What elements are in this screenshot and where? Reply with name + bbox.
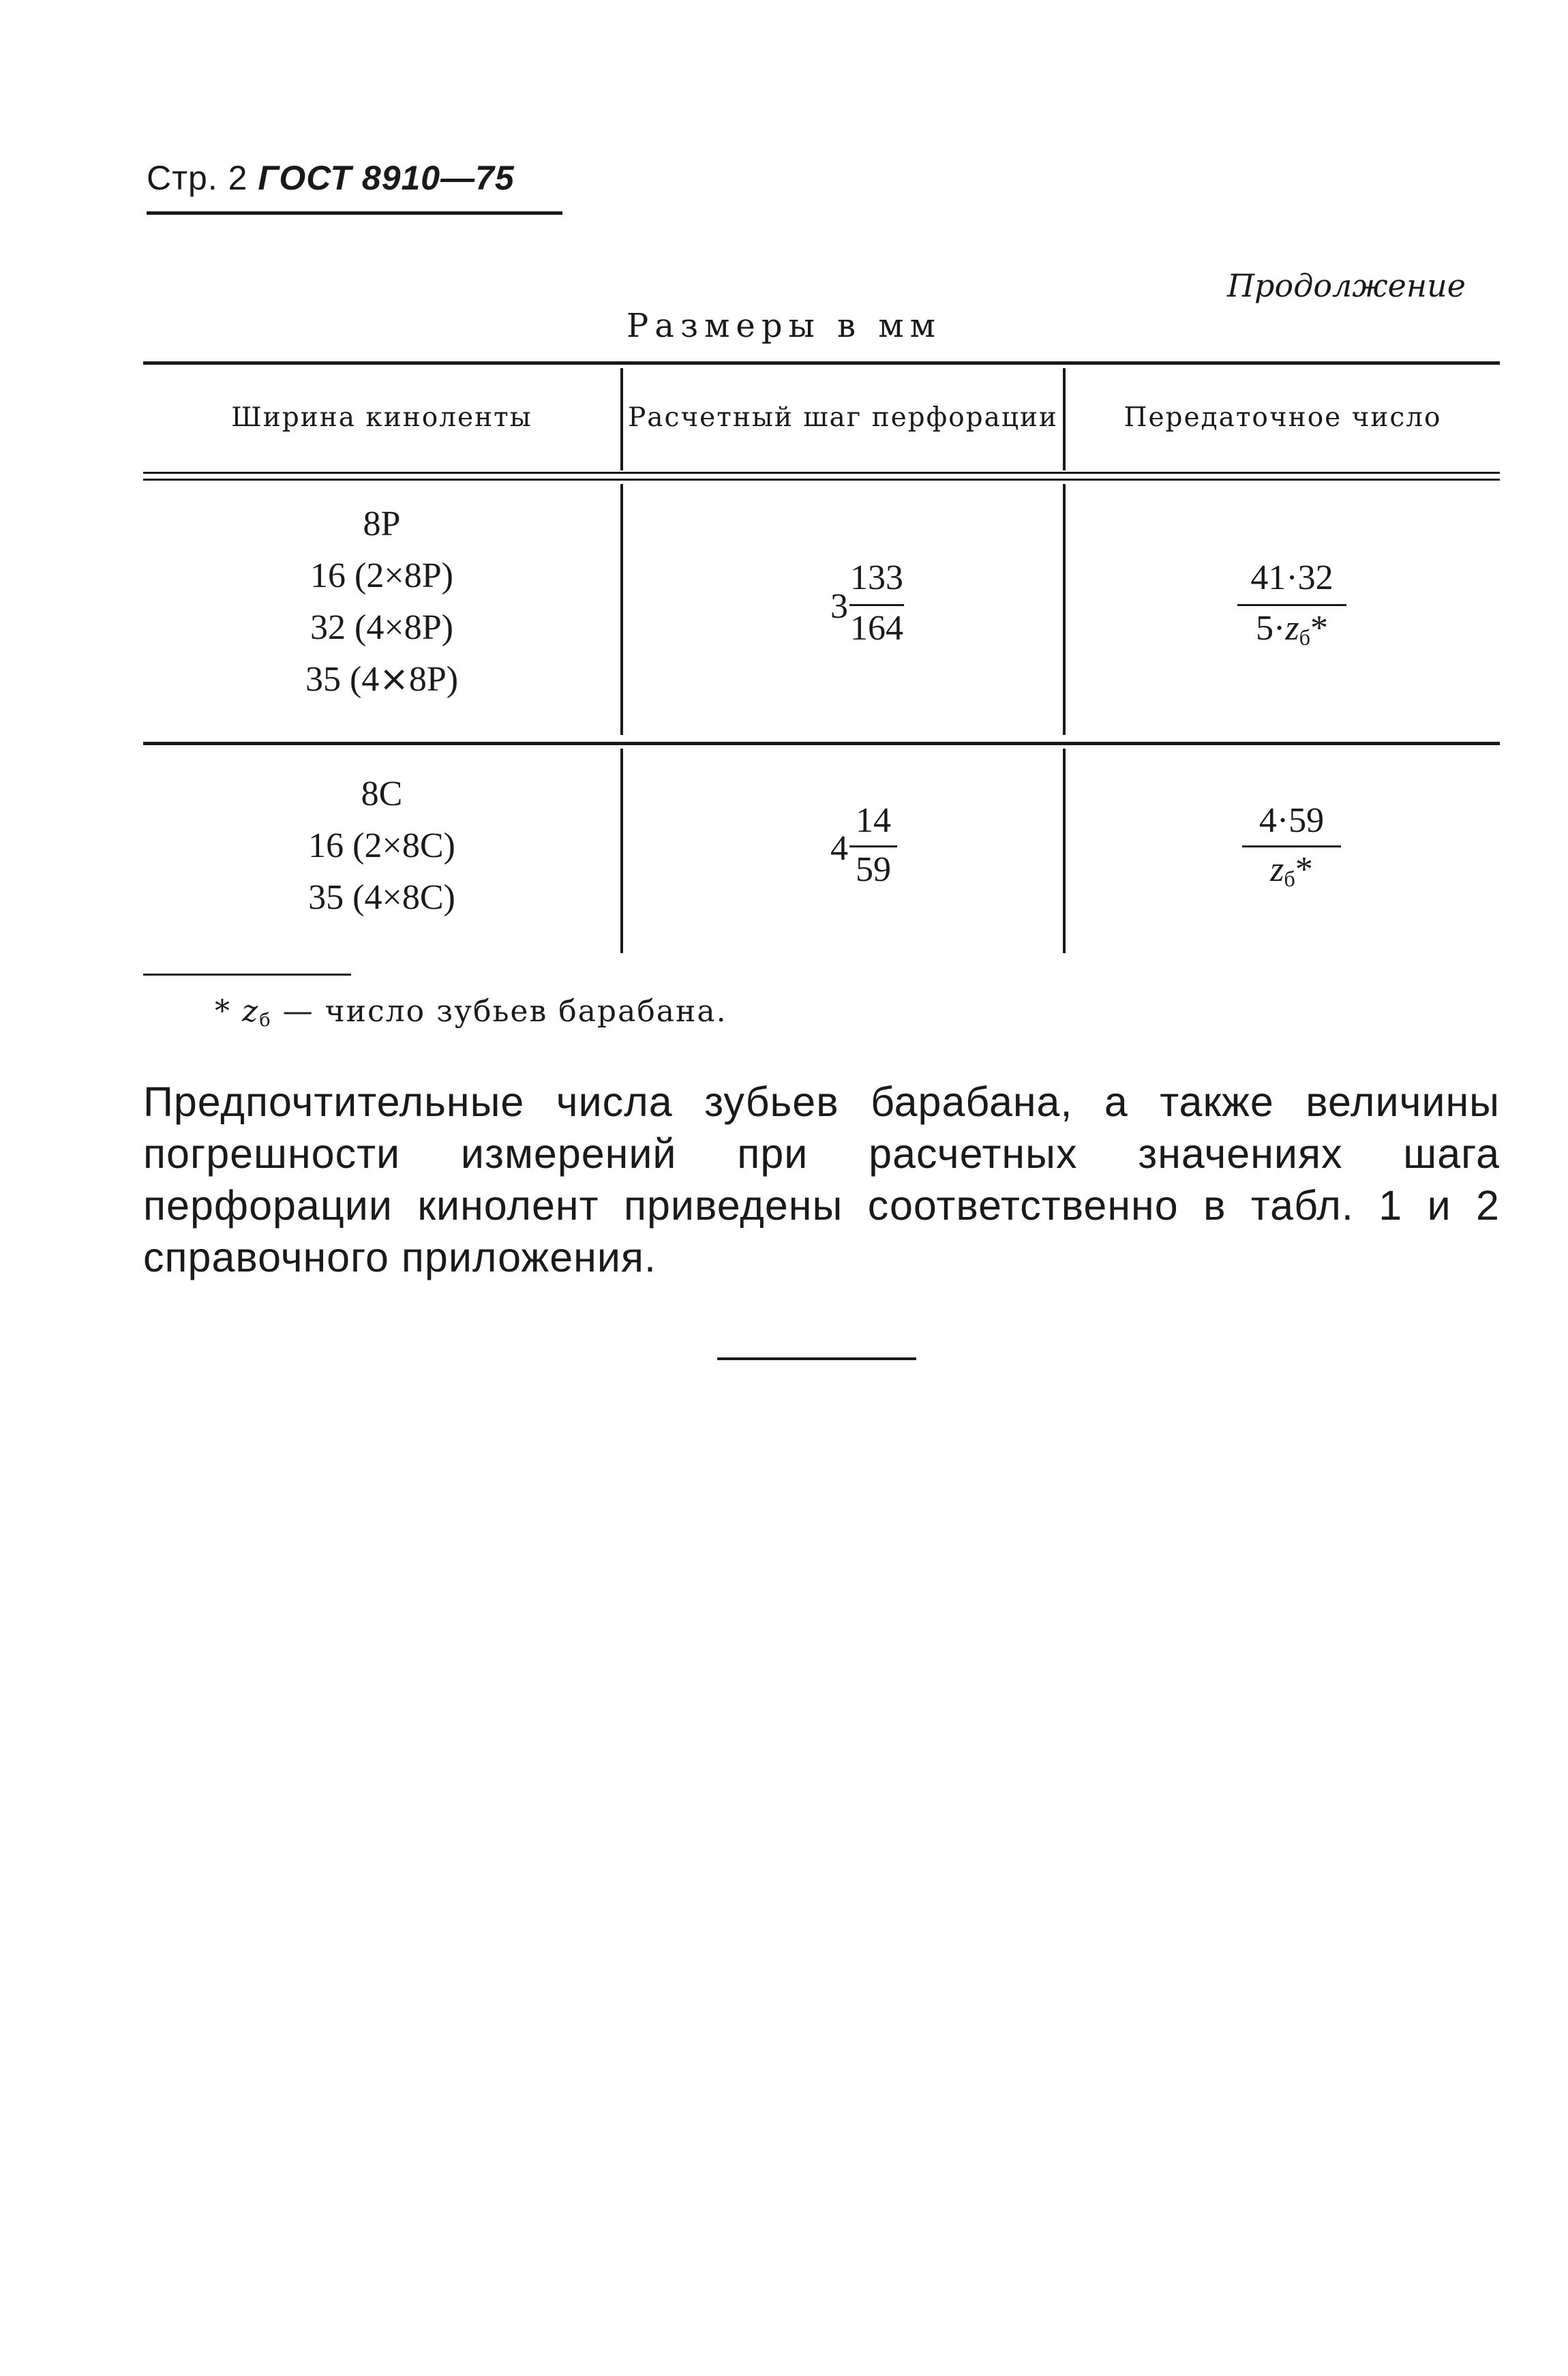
ratio-denominator: $5\cdot z_б*$ bbox=[1256, 609, 1328, 650]
pitch-fraction-bar bbox=[849, 604, 904, 606]
pitch-whole: 4 bbox=[830, 829, 848, 868]
header-rule-upper bbox=[143, 472, 1500, 474]
group-divider-rule bbox=[143, 742, 1500, 745]
width-value: 35 (4⨯8Р) bbox=[305, 660, 459, 699]
continuation-label: Продолжение bbox=[1226, 267, 1466, 304]
width-value: 16 (2×8С) bbox=[308, 826, 455, 865]
units-caption: Размеры в мм bbox=[627, 307, 941, 345]
width-cell-group-1 bbox=[143, 498, 620, 706]
pitch-denominator: 164 bbox=[850, 609, 903, 648]
column-header-width: Ширина киноленты bbox=[231, 402, 532, 433]
ratio-denominator: $z_б*$ bbox=[1270, 850, 1313, 892]
ratio-numerator: 41·32 bbox=[1250, 558, 1333, 597]
column-header-ratio: Передаточное число bbox=[1124, 402, 1442, 433]
page-label: Стр. 2 bbox=[147, 159, 248, 197]
footnote-rule bbox=[143, 974, 351, 976]
width-value: 35 (4×8С) bbox=[308, 878, 455, 917]
width-value: 16 (2×8Р) bbox=[310, 556, 453, 595]
pitch-denominator: 59 bbox=[856, 850, 891, 889]
end-rule bbox=[717, 1357, 916, 1360]
width-value: 8Р bbox=[363, 505, 401, 543]
standard-number: ГОСТ 8910—75 bbox=[258, 159, 515, 197]
pitch-numerator: 14 bbox=[856, 801, 891, 840]
pitch-fraction-bar bbox=[849, 845, 897, 847]
column-header-pitch: Расчетный шаг перфорации bbox=[628, 402, 1058, 433]
body-paragraph: Предпочтительные числа зубьев барабана, а также величины погрешности измерений при расчетных значениях шага перфорации кинолент приведены соответственно в табл. 1 и 2 справочного приложения. bbox=[143, 1079, 1500, 1280]
ratio-fraction-bar bbox=[1237, 604, 1346, 606]
column-divider bbox=[1063, 749, 1066, 953]
column-divider bbox=[1063, 484, 1066, 735]
column-divider bbox=[620, 484, 623, 735]
table-top-rule bbox=[143, 361, 1500, 365]
width-value: 32 (4×8Р) bbox=[310, 608, 453, 647]
ratio-numerator: 4·59 bbox=[1258, 801, 1325, 840]
width-value: 8С bbox=[361, 775, 403, 813]
pitch-whole: 3 bbox=[830, 587, 848, 626]
header-rule bbox=[147, 211, 562, 215]
column-divider bbox=[620, 749, 623, 953]
footnote: * $z_б$ — число зубьев барабана. bbox=[215, 994, 727, 1031]
pitch-numerator: 133 bbox=[850, 558, 903, 597]
page-header bbox=[147, 158, 515, 198]
width-cell-group-2 bbox=[143, 768, 620, 924]
header-rule-lower bbox=[143, 479, 1500, 481]
ratio-fraction-bar bbox=[1242, 845, 1341, 847]
